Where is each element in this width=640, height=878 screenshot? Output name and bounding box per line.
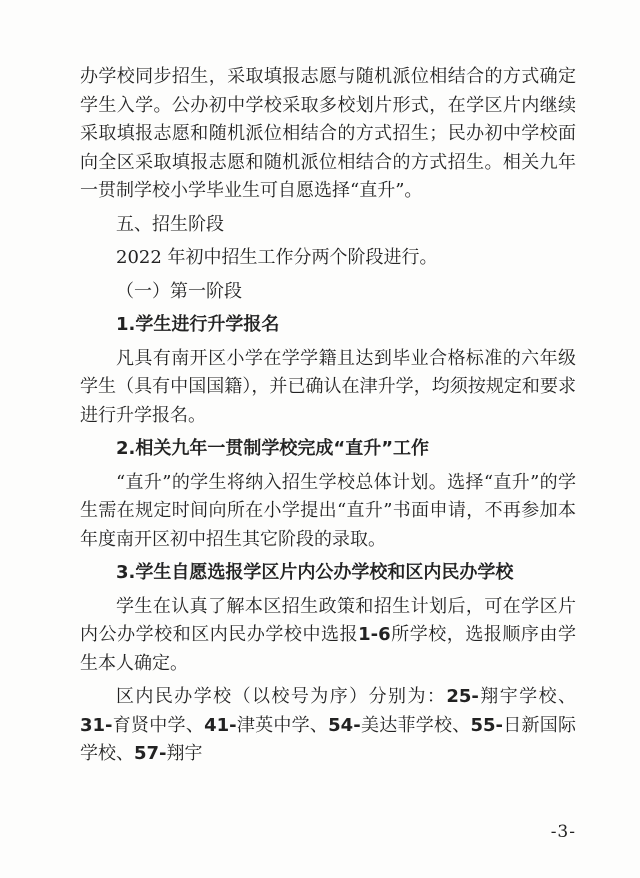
stage-one-heading: （一）第一阶段 [116, 280, 242, 302]
document-body [80, 63, 576, 769]
item1-paragraph: 凡具有南开区小学在学学籍且达到毕业合格标准的六年级学生（具有中国国籍），并已确认在津升学，均须按规定和要求进行升学报名。 [80, 347, 576, 426]
item1-heading: 1.学生进行升学报名 [116, 314, 280, 335]
school-name: 津英中学 [236, 714, 310, 736]
school-code: 41- [204, 714, 237, 736]
schools-paragraph [80, 683, 576, 769]
school-separator: 、 [185, 714, 205, 736]
school-code: 54- [328, 714, 361, 736]
school-separator: 、 [116, 743, 134, 764]
school-code: 57- [134, 743, 167, 764]
intro-paragraph: 办学校同步招生，采取填报志愿与随机派位相结合的方式确定学生入学。公办初中学校采取多校划片形式，在学区片内继续采取填报志愿和随机派位相结合的方式招生；民办初中学校面向全区采取填报志愿和随机派位相结合的方式招生。相关九年一贯制学校小学毕业生可自愿选择“直升”。 [80, 66, 576, 201]
school-name: 育贤中学 [112, 714, 186, 736]
school-separator: 、 [558, 686, 577, 707]
school-code: 55- [470, 714, 504, 736]
school-name: 翔宇学校 [478, 686, 559, 707]
page-number: -3- [550, 822, 576, 842]
school-separator: 、 [452, 714, 471, 736]
school-separator: 、 [309, 714, 329, 736]
item2-heading: 2.相关九年一贯制学校完成“直升”工作 [116, 438, 430, 459]
item2-paragraph: “直升”的学生将纳入招生学校总体计划。选择“直升”的学生需在规定时间向所在小学提出“直升”书面申请，不再参加本年度南开区初中招生其它阶段的录取。 [80, 471, 576, 550]
school-name: 日新国际学校 [80, 714, 577, 764]
schools-intro: 区内民办学校（以校号为序）分别为： [116, 686, 447, 707]
section-five-heading: 五、招生阶段 [116, 213, 224, 235]
school-code: 25- [446, 686, 479, 707]
item3-text-a: 学生在认真了解本区招生政策和招生计划后，可在学区片内公办学校和区内民办学校中选报 [80, 595, 576, 645]
school-code: 31- [80, 714, 113, 736]
item3-text-b: 所学校，选报顺序由学生本人确定。 [80, 624, 577, 674]
school-name: 美达菲学校 [360, 714, 453, 736]
school-name: 翔宇 [166, 743, 203, 764]
item3-text-range: 1-6 [358, 624, 391, 645]
item3-paragraph [80, 593, 576, 679]
stages-paragraph: 2022 年初中招生工作分两个阶段进行。 [116, 247, 438, 268]
item3-heading: 3.学生自愿选报学区片内公办学校和区内民办学校 [116, 562, 514, 583]
